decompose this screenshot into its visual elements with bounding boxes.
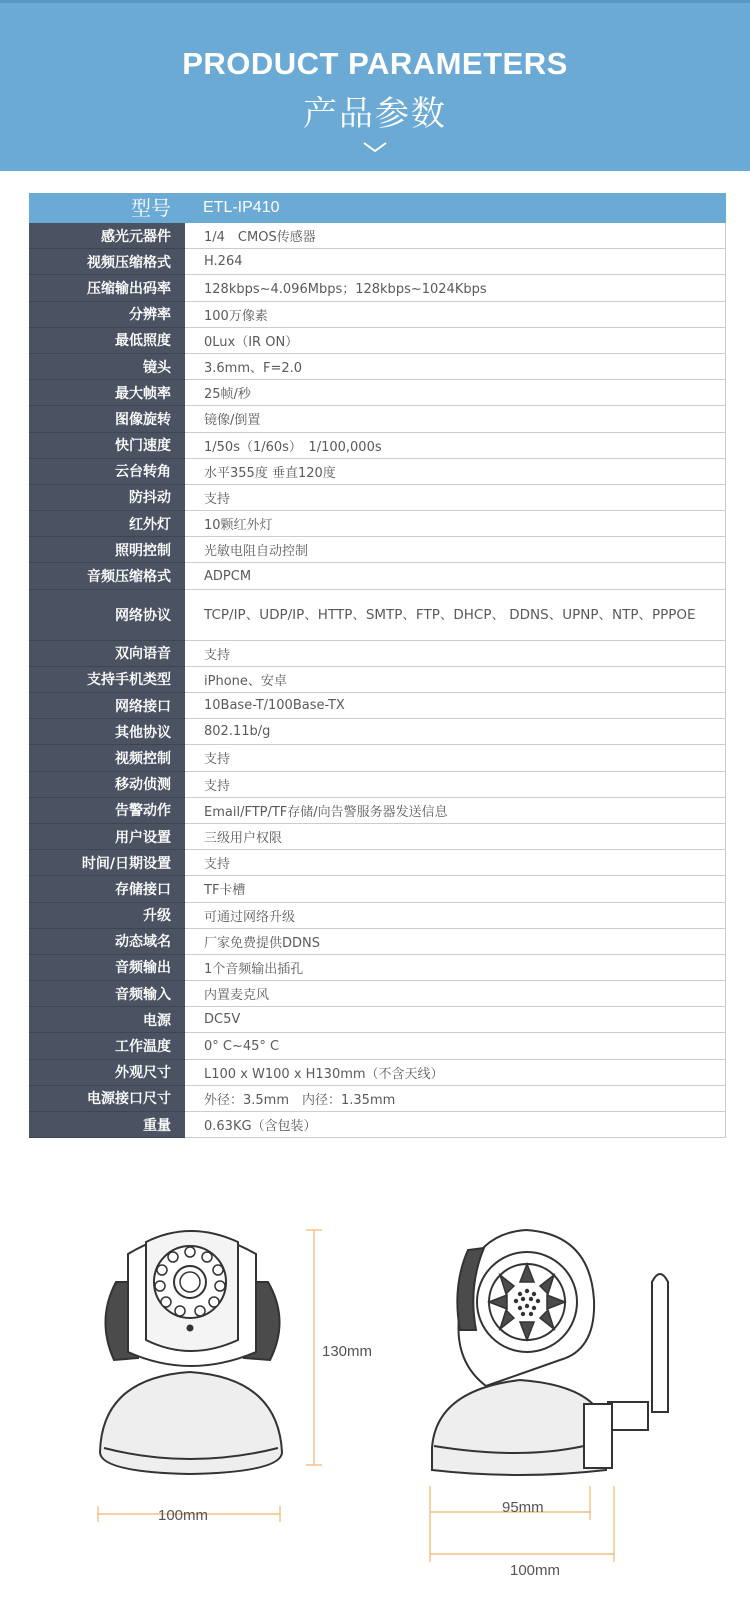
spec-row (29, 641, 726, 667)
spec-label: 升级 (29, 903, 185, 929)
camera-drawing (0, 1190, 750, 1597)
spec-label: 用户设置 (29, 824, 185, 850)
spec-label: 存储接口 (29, 876, 185, 902)
spec-label: 动态域名 (29, 929, 185, 955)
header-banner (0, 0, 750, 171)
spec-value: 10颗红外灯 (185, 511, 726, 536)
spec-row (29, 249, 726, 275)
spec-table (29, 193, 726, 1138)
spec-row (29, 955, 726, 981)
spec-value: 外径：3.5mm 内径：1.35mm (185, 1086, 726, 1111)
spec-value: L100 x W100 x H130mm（不含天线） (185, 1060, 726, 1085)
spec-row (29, 798, 726, 824)
spec-label: 快门速度 (29, 433, 185, 459)
side-total-width-label: 100mm (510, 1562, 561, 1579)
spec-value: 支持 (185, 641, 726, 666)
spec-row (29, 1033, 726, 1059)
spec-value: 水平355度 垂直120度 (185, 459, 726, 484)
spec-label: 支持手机类型 (29, 667, 185, 693)
spec-row (29, 772, 726, 798)
spec-row (29, 929, 726, 955)
spec-value: 可通过网络升级 (185, 903, 726, 928)
spec-label: 电源 (29, 1007, 185, 1033)
spec-value: 三级用户权限 (185, 824, 726, 849)
spec-row (29, 380, 726, 406)
spec-label: 最低照度 (29, 328, 185, 354)
spec-label: 最大帧率 (29, 380, 185, 406)
spec-row (29, 1060, 726, 1086)
spec-row (29, 511, 726, 537)
spec-value: H.264 (185, 249, 726, 274)
spec-label: 外观尺寸 (29, 1060, 185, 1086)
side-camera-illustration (432, 1230, 668, 1475)
spec-label: 音频输入 (29, 981, 185, 1007)
spec-label: 音频输出 (29, 955, 185, 981)
spec-label: 网络协议 (29, 590, 185, 641)
front-width-label: 100mm (158, 1507, 209, 1524)
spec-row (29, 903, 726, 929)
dimension-drawings (0, 1190, 750, 1597)
spec-row (29, 719, 726, 745)
spec-value: 支持 (185, 745, 726, 770)
spec-label: 音频压缩格式 (29, 563, 185, 589)
spec-row (29, 406, 726, 432)
spec-row (29, 745, 726, 771)
spec-value: iPhone、安卓 (185, 667, 726, 692)
spec-label: 红外灯 (29, 511, 185, 537)
spec-row (29, 590, 726, 641)
spec-label: 分辨率 (29, 302, 185, 328)
spec-value: 100万像素 (185, 302, 726, 327)
spec-value: 支持 (185, 772, 726, 797)
front-height-label: 130mm (322, 1343, 373, 1360)
spec-value: 802.11b/g (185, 719, 726, 744)
spec-value: 10Base-T/100Base-TX (185, 693, 726, 718)
spec-value: TF卡槽 (185, 876, 726, 901)
spec-row (29, 876, 726, 902)
spec-row (29, 275, 726, 301)
spec-value: DC5V (185, 1007, 726, 1032)
spec-label: 镜头 (29, 354, 185, 380)
spec-row (29, 1007, 726, 1033)
model-label: 型号 (131, 196, 171, 220)
spec-value: ADPCM (185, 563, 726, 588)
spec-row (29, 850, 726, 876)
spec-value: 镜像/倒置 (185, 406, 726, 431)
spec-row (29, 1112, 726, 1138)
side-dimension-lines (430, 1486, 614, 1562)
spec-row (29, 667, 726, 693)
title-english: PRODUCT PARAMETERS (182, 46, 568, 81)
spec-label: 图像旋转 (29, 406, 185, 432)
spec-label: 视频控制 (29, 745, 185, 771)
spec-value: 128kbps~4.096Mbps；128kbps~1024Kbps (185, 275, 726, 300)
spec-row (29, 1086, 726, 1112)
spec-label: 网络接口 (29, 693, 185, 719)
spec-label: 双向语音 (29, 641, 185, 667)
spec-label: 视频压缩格式 (29, 249, 185, 275)
spec-row (29, 354, 726, 380)
spec-label: 时间/日期设置 (29, 850, 185, 876)
spec-value: Email/FTP/TF存储/向告警服务器发送信息 (185, 798, 726, 823)
spec-value: 0° C~45° C (185, 1033, 726, 1058)
spec-value: 1/50s（1/60s） 1/100,000s (185, 433, 726, 458)
title-chinese: 产品参数 (303, 94, 447, 134)
spec-rows (29, 223, 726, 1138)
spec-label: 照明控制 (29, 537, 185, 563)
spec-value: 3.6mm、F=2.0 (185, 354, 726, 379)
front-camera-illustration (100, 1231, 282, 1474)
spec-row (29, 824, 726, 850)
spec-value: 光敏电阻自动控制 (185, 537, 726, 562)
spec-label: 防抖动 (29, 485, 185, 511)
spec-row (29, 328, 726, 354)
spec-value: 1/4 CMOS传感器 (185, 223, 726, 248)
spec-label: 工作温度 (29, 1033, 185, 1059)
spec-label: 电源接口尺寸 (29, 1086, 185, 1112)
spec-label: 云台转角 (29, 459, 185, 485)
spec-label: 移动侦测 (29, 772, 185, 798)
spec-value: 支持 (185, 850, 726, 875)
chevron-down-icon (362, 141, 388, 153)
spec-row (29, 459, 726, 485)
spec-row (29, 563, 726, 589)
spec-label: 告警动作 (29, 798, 185, 824)
spec-row (29, 433, 726, 459)
spec-value: 0Lux（IR ON） (185, 328, 726, 353)
spec-value: 1个音频输出插孔 (185, 955, 726, 980)
spec-value: 25帧/秒 (185, 380, 726, 405)
spec-row (29, 223, 726, 249)
spec-label: 感光元器件 (29, 223, 185, 249)
side-base-width-label: 95mm (502, 1499, 544, 1516)
spec-label: 压缩输出码率 (29, 275, 185, 301)
spec-row (29, 981, 726, 1007)
spec-label: 其他协议 (29, 719, 185, 745)
spec-value: TCP/IP、UDP/IP、HTTP、SMTP、FTP、DHCP、 DDNS、UPNP、NTP、PPPOE (185, 590, 726, 640)
spec-value: 厂家免费提供DDNS (185, 929, 726, 954)
spec-value: 0.63KG（含包装） (185, 1112, 726, 1137)
spec-label: 重量 (29, 1112, 185, 1138)
spec-row (29, 485, 726, 511)
spec-value: 内置麦克风 (185, 981, 726, 1006)
spec-row (29, 693, 726, 719)
model-row (29, 193, 726, 223)
spec-row (29, 302, 726, 328)
spec-value: 支持 (185, 485, 726, 510)
model-value: ETL-IP410 (203, 199, 280, 216)
spec-row (29, 537, 726, 563)
